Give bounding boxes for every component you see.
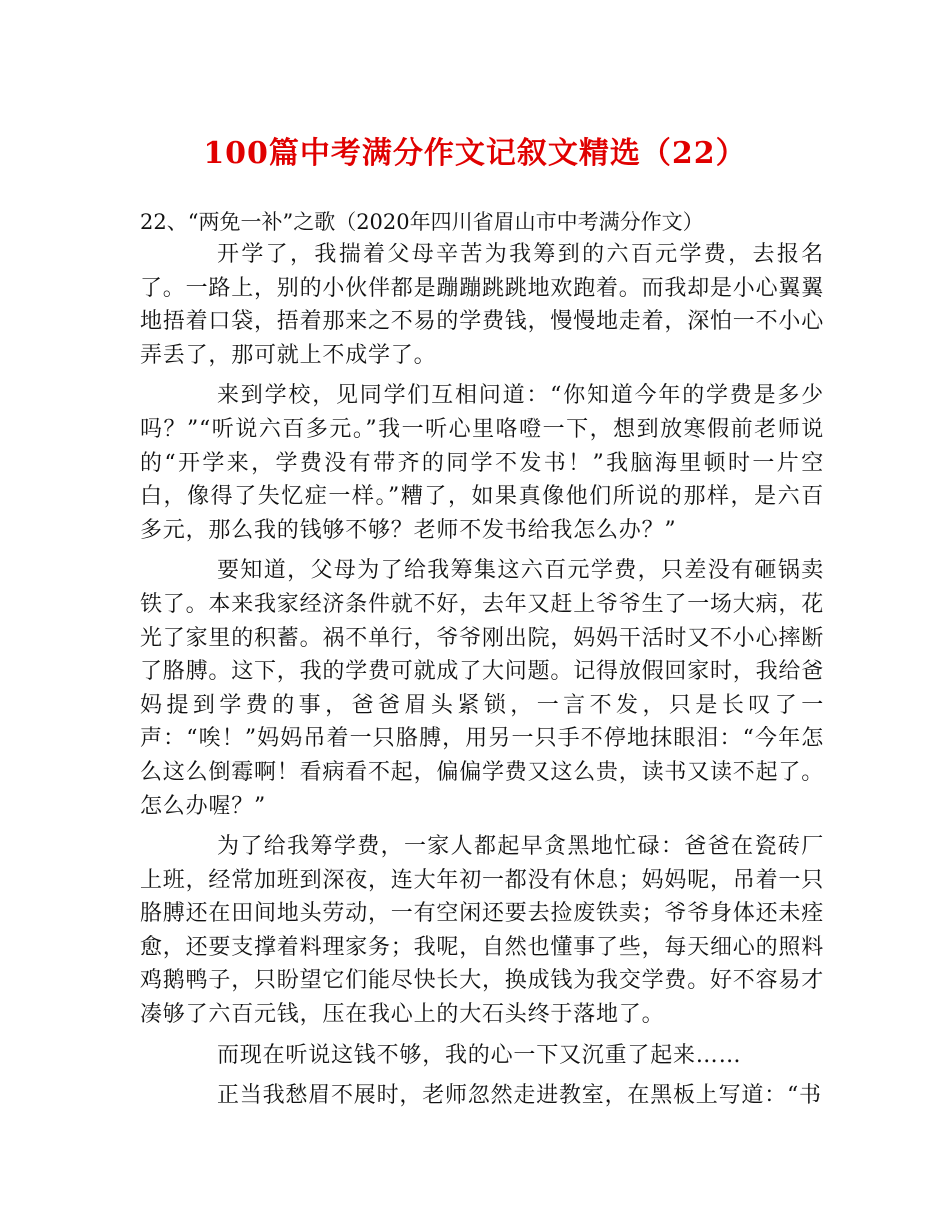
paragraph: 开学了，我揣着父母辛苦为我筹到的六百元学费，去报名了。一路上，别的小伙伴都是蹦蹦跳跳地欢跑着。而我却是小心翼翼地捂着口袋，捂着那来之不易的学费钱，慢慢地走着，深怕一不小心弄丢了，那可就上不成学了。 — [140, 242, 825, 368]
paragraph: 来到学校，见同学们互相问道：“你知道今年的学费是多少吗？”“听说六百多元。”我一听心里咯噔一下，想到放寒假前老师说的“开学来，学费没有带齐的同学不发书！”我脑海里顿时一片空白，像得了失忆症一样。”糟了，如果真像他们所说的那样，是六百多元，那么我的钱够不够？老师不发书给我怎么办？” — [140, 383, 824, 543]
essay-body — [140, 238, 824, 1120]
paragraph: 要知道，父母为了给我筹集这六百元学费，只差没有砸锅卖铁了。本来我家经济条件就不好，去年又赶上爷爷生了一场大病，花光了家里的积蓄。祸不单行，爷爷刚出院，妈妈干活时又不小心摔断了胳膊。这下，我的学费可就成了大问题。记得放假回家时，我给爸妈提到学费的事，爸爸眉头紧锁，一言不发，只是长叹了一声：“唉！”妈妈吊着一只胳膊，用另一只手不停地抹眼泪：“今年怎么这么倒霉啊！看病看不起，偏偏学费又这么贵，读书又读不起了。怎么办喔？” — [140, 558, 825, 819]
essay-heading: 22、“两免一补”之歌（2020年四川省眉山市中考满分作文） — [140, 210, 704, 234]
document-title: 100篇中考满分作文记叙文精选（22） — [203, 136, 747, 171]
paragraph: 正当我愁眉不展时，老师忽然走进教室，在黑板上写道：“书 — [217, 1083, 822, 1109]
paragraph: 而现在听说这钱不够，我的心一下又沉重了起来…… — [217, 1042, 742, 1068]
paragraph: 为了给我筹学费，一家人都起早贪黑地忙碌：爸爸在瓷砖厂上班，经常加班到深夜，连大年初一都没有休息；妈妈呢，吊着一只胳膊还在田间地头劳动，一有空闲还要去捡废铁卖；爷爷身体还未痊愈，还要支撑着料理家务；我呢，自然也懂事了些，每天细心的照料鸡鹅鸭子，只盼望它们能尽快长大，换成钱为我交学费。好不容易才凑够了六百元钱，压在我心上的大石头终于落地了。 — [140, 834, 825, 1028]
